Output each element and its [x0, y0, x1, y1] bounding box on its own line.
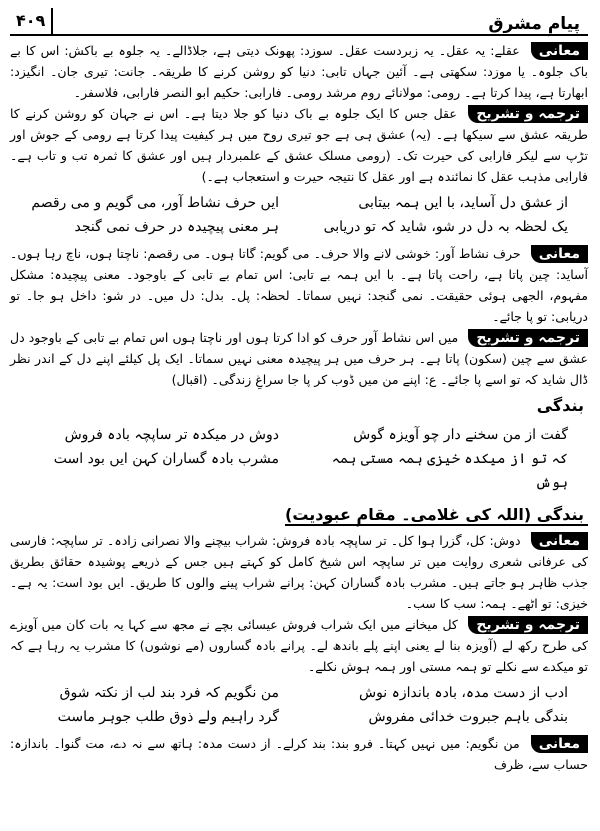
- verse-block-3: [10, 677, 588, 733]
- verse-line: بندگی باہم جبروت خدائی مفروش: [368, 709, 568, 725]
- verse-line: ایں حرف نشاط آور، می گویم و می رقصم: [31, 195, 279, 211]
- maani-text-2: حرف نشاط آور: خوشی لانے والا حرف۔ می گویم: گاتا ہوں۔ می رقصم: ناچتا ہوں، ناچ رہا ہوں۔ آساید: چین پاتا ہے، راحت پاتا ہے۔ با ایں ہمہ بے تابی: اس تمام بے تابی کے باوجود۔ معنی پیچیدہ: مشکل مفہوم، الجھی ہوئی حقیقت۔ نمی گنجد: نہیں سماتا۔ لحظہ: پل۔ بدل: دل میں۔ در شو: داخل ہو جا۔ تو دریابی: تو پا جائے۔: [10, 246, 588, 324]
- maani-label: معانی: [531, 42, 588, 60]
- verse-line: دوش در میکدہ تر ساپچہ بادہ فروش: [64, 427, 279, 443]
- maani-text-3: دوش: کل، گزرا ہوا کل۔ تر ساپچہ بادہ فروش: شراب بیچنے والا نصرانی زادہ۔ تر ساپچہ: فارسی کی عرفانی شعری روایت میں تر ساپچہ اس شیخ کامل کو کہتے ہیں جس کے ذریعے پوشیدہ حقائق بطریق جذب ظاہر ہو جاتے ہیں۔ مشرب بادہ گساران کہن: پرانے شراب پینے والوں کا طریق۔ ایں بود است: یہ ہے۔ خیزی: تو اٹھے۔ ہمہ: سب کا سب۔: [10, 533, 589, 611]
- tarjuma-paragraph-3: [10, 614, 588, 677]
- page-header: [10, 6, 588, 36]
- maani-paragraph-1: [10, 40, 588, 103]
- verse-line: کہ تو از میکدہ خیزی ہمہ مستی ہمہ ہوش: [331, 451, 568, 491]
- verse-line: ہر معنی پیچیدہ در حرف نمی گنجد: [74, 219, 279, 235]
- tarjuma-label: ترجمہ و تشریح: [468, 616, 588, 634]
- tarjuma-text-3: کل میخانے میں ایک شراب فروش عیسائی بچے نے مجھ سے کہا یہ بات کان میں آویزے کی طرح رکھ لے (آویزہ بنا لے یعنی اپنے پلے باندھ لے۔ پرانے بادہ گساروں (مے نوشوں) کا مشرب یہ رہا ہے کہ تو میکدے سے نکلے تو ہمہ مستی اور ہمہ ہوش نکلے۔: [10, 617, 588, 674]
- section-heading-ghulami: بندگی (اللہ کی غلامی۔ مقامِ عبودیت): [285, 505, 588, 526]
- page-number: ۴۰۹: [10, 8, 53, 34]
- tarjuma-text-1: عقل جس کا ایک جلوہ بے باک دنیا کو جلا دیتا ہے۔ اس نے جہان کو روشن کرنے کا طریقہ عشق سے سیکھا ہے۔ (یہ) عشق ہی ہے جو تیری روح میں ہر کیفیت پیدا کرتا ہے رومی کے جوش اور تڑپ سے لیکر فارابی کی حیرت تک۔ (رومی مسلک عشق کے علمبردار ہیں اور عشق کا ثمرہ تب و تاب ہے۔ فارابی مذہب عقل کا نمائندہ ہے اور عقل کا نتیجہ حیرت و استعجاب ہے۔): [10, 106, 588, 184]
- maani-paragraph-2: [10, 243, 588, 327]
- verse-block-1: [10, 187, 588, 243]
- tarjuma-label: ترجمہ و تشریح: [468, 105, 588, 123]
- section-heading-bandagi: بندگی: [536, 396, 584, 415]
- maani-paragraph-4: [10, 733, 588, 775]
- maani-paragraph-3: [10, 530, 588, 614]
- tarjuma-paragraph-2: [10, 327, 588, 390]
- verse-block-2: [10, 419, 588, 499]
- verse-line: گرد راہیم ولے ذوق طلب جوہر ماست: [57, 709, 279, 725]
- maani-text-1: عقلے: یہ عقل۔ یہ زبردست عقل۔ سوزد: پھونک دیتی ہے، جلاڈالے۔ یہ جلوہ بے باکش: اس کا بے باک جلوہ۔ یا موزد: سکھتی ہے۔ آئین جہاں تابی: دنیا کو روشن کرنے کا طریقہ۔ جانت: تیری جان۔ انگیزد: ابھارتا ہے، پیدا کرتا ہے۔ رومی: مولانائے روم مرشد رومی۔ فارابی: حکیم ابو النصر فارابی، فلاسفر۔: [10, 43, 588, 100]
- maani-label: معانی: [531, 735, 588, 753]
- maani-label: معانی: [531, 532, 588, 550]
- tarjuma-paragraph-1: [10, 103, 588, 187]
- tarjuma-label: ترجمہ و تشریح: [468, 329, 588, 347]
- book-title: پیامِ مشرق: [488, 14, 580, 34]
- maani-text-4: من نگویم: میں نہیں کہتا۔ فرو بند: بند کرلے۔ از دست مدہ: ہاتھ سے نہ دے، مت گنوا۔ باندازہ: حساب سے، ظرف: [10, 736, 588, 772]
- verse-line: مشرب بادہ گساران کہن ایں بود است: [53, 451, 279, 467]
- verse-line: گفت از من سخنے دار چو آویزہ گوش: [353, 427, 568, 443]
- verse-line: ادب از دست مدہ، بادہ باندازہ نوش: [358, 685, 568, 701]
- verse-line: یک لحظہ بہ دل در شو، شاید کہ تو دریابی: [323, 219, 568, 235]
- maani-label: معانی: [531, 245, 588, 263]
- verse-line: من نگویم کہ فرد بند لب از نکتہ شوق: [59, 685, 279, 701]
- verse-line: از عشق دل آساید، با ایں ہمہ بیتابی: [358, 195, 568, 211]
- tarjuma-text-2: میں اس نشاط آور حرف کو ادا کرتا ہوں اور ناچتا ہوں اس تمام بے تابی کے باوجود دل عشق سے چین (سکون) پاتا ہے۔ ہر حرف میں ہر پیچیدہ معنی نہیں سماتا۔ ایک پل کیلئے اپنے دل کے اندر نظر ڈال شاید کہ تو اسے پا جائے۔ ع: اپنے من میں ڈوب کر پا جا سراغِ زندگی۔ (اقبال): [10, 330, 588, 387]
